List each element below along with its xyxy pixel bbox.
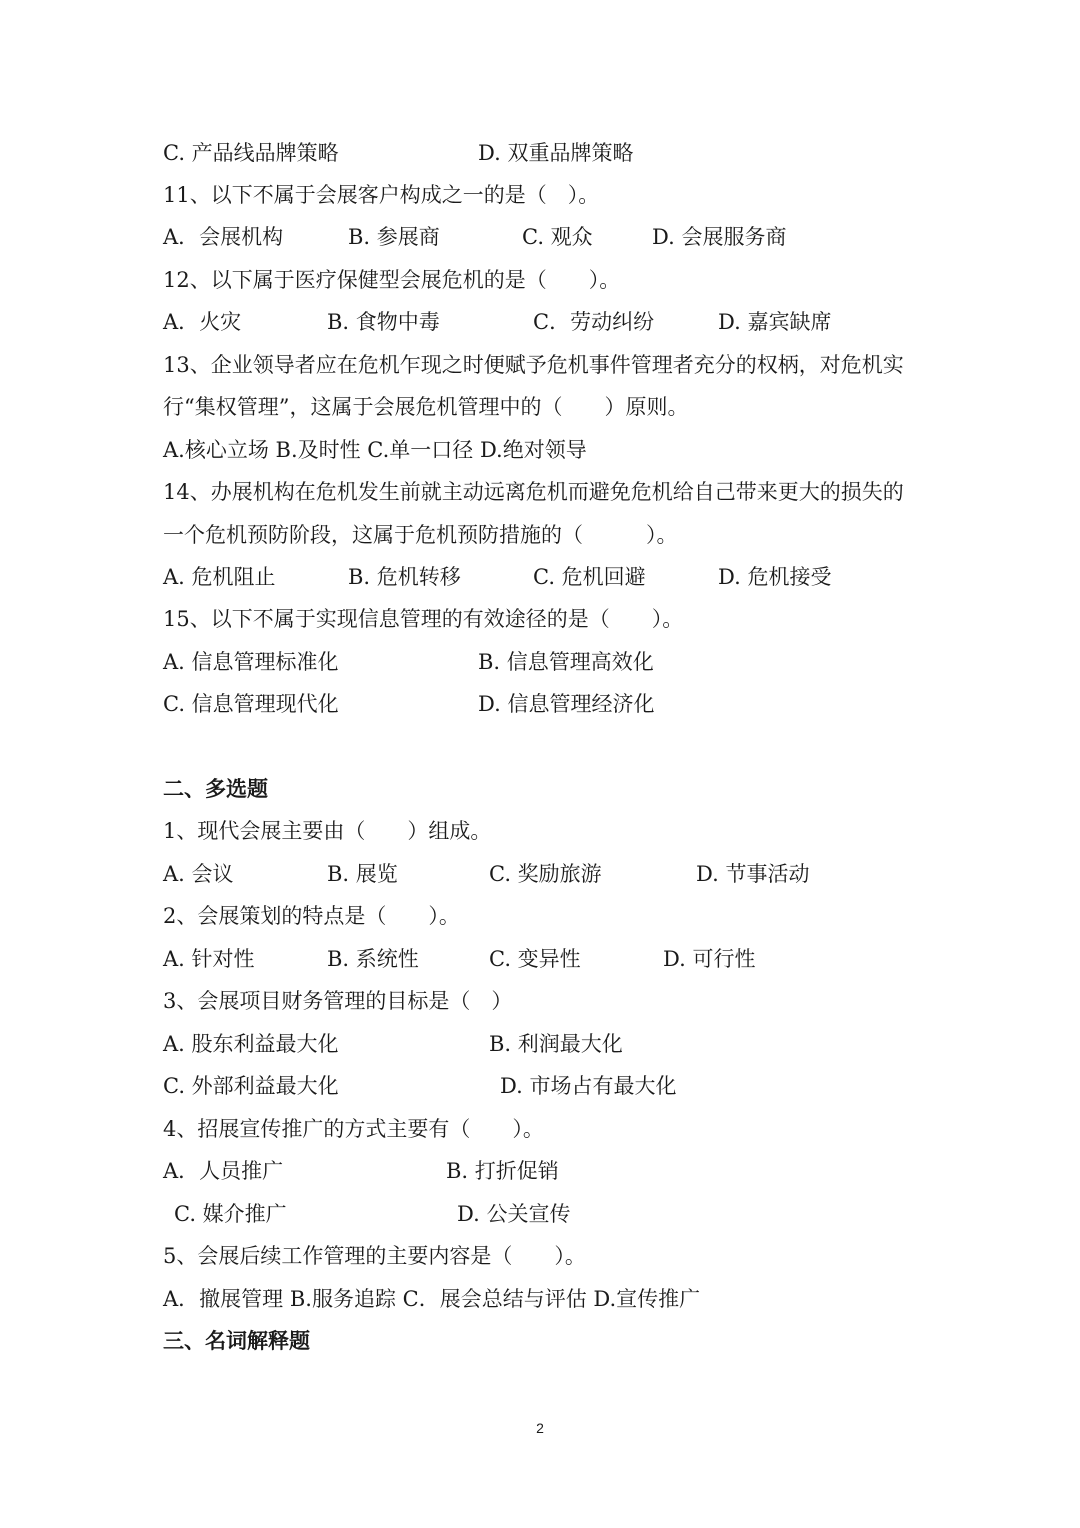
question-13-line-2: 行“集权管理”，这属于会展危机管理中的（ ）原则。 — [163, 395, 689, 419]
option-a: A．火灾 — [163, 310, 242, 334]
question-14-line-1: 14、办展机构在危机发生前就主动远离危机而避免危机给自己带来更大的损失的 — [163, 480, 904, 504]
option-b: B. 信息管理高效化 — [478, 650, 654, 674]
option-b: B. 系统性 — [327, 947, 419, 971]
question-11: 11、以下不属于会展客户构成之一的是（ ）。 — [163, 183, 600, 207]
question-13-options: A.核心立场 B.及时性 C.单一口径 D.绝对领导 — [163, 438, 587, 462]
option-c: C. 外部利益最大化 — [163, 1074, 339, 1098]
mc-question-4: 4、招展宣传推广的方式主要有（ ）。 — [163, 1117, 544, 1141]
option-b: B. 食物中毒 — [327, 310, 440, 334]
option-c: C. 信息管理现代化 — [163, 692, 339, 716]
option-b: B. 展览 — [327, 862, 398, 886]
option-d: D. 会展服务商 — [652, 225, 787, 249]
mc-question-1: 1、现代会展主要由（ ）组成。 — [163, 819, 492, 843]
mc-question-2: 2、会展策划的特点是（ ）。 — [163, 904, 460, 928]
question-12: 12、以下属于医疗保健型会展危机的是（ ）。 — [163, 268, 621, 292]
option-c: C．劳动纠纷 — [533, 310, 655, 334]
option-b: B. 参展商 — [348, 225, 440, 249]
mc-question-5-options: A．撤展管理 B.服务追踪 C．展会总结与评估 D.宣传推广 — [163, 1287, 701, 1311]
section-heading-term-definitions: 三、名词解释题 — [163, 1328, 310, 1353]
option-b: B. 打折促销 — [446, 1159, 559, 1183]
option-d: D. 市场占有最大化 — [500, 1074, 677, 1098]
option-c: C. 危机回避 — [533, 565, 646, 589]
option-d: D. 公关宣传 — [457, 1202, 571, 1226]
option-a: A．会展机构 — [163, 225, 284, 249]
option-d: D. 信息管理经济化 — [478, 692, 655, 716]
option-a: A. 危机阻止 — [163, 565, 276, 589]
option-b: B. 危机转移 — [348, 565, 461, 589]
option-a: A．人员推广 — [163, 1159, 284, 1183]
option-c: C. 产品线品牌策略 — [163, 141, 339, 165]
option-d: D. 双重品牌策略 — [478, 141, 634, 165]
option-b: B. 利润最大化 — [489, 1032, 623, 1056]
question-15: 15、以下不属于实现信息管理的有效途径的是（ ）。 — [163, 607, 684, 631]
question-13-line-1: 13、企业领导者应在危机乍现之时便赋予危机事件管理者充分的权柄，对危机实 — [163, 353, 904, 377]
option-c: C. 奖励旅游 — [489, 862, 602, 886]
option-d: D. 节事活动 — [696, 862, 810, 886]
option-d: D. 危机接受 — [718, 565, 832, 589]
option-d: D. 嘉宾缺席 — [718, 310, 832, 334]
option-a: A. 会议 — [163, 862, 234, 886]
option-a: A. 针对性 — [163, 947, 255, 971]
page-number: 2 — [536, 1420, 544, 1436]
option-a: A. 股东利益最大化 — [163, 1032, 339, 1056]
option-a: A. 信息管理标准化 — [163, 650, 339, 674]
mc-question-3: 3、会展项目财务管理的目标是（ ） — [163, 989, 513, 1013]
mc-question-5: 5、会展后续工作管理的主要内容是（ ）。 — [163, 1244, 586, 1268]
option-c: C. 观众 — [522, 225, 593, 249]
option-c: C. 变异性 — [489, 947, 581, 971]
option-c: C. 媒介推广 — [174, 1202, 287, 1226]
option-d: D. 可行性 — [663, 947, 756, 971]
question-14-line-2: 一个危机预防阶段，这属于危机预防措施的（ ）。 — [163, 523, 678, 547]
section-heading-multiple-choice: 二、多选题 — [163, 776, 268, 801]
